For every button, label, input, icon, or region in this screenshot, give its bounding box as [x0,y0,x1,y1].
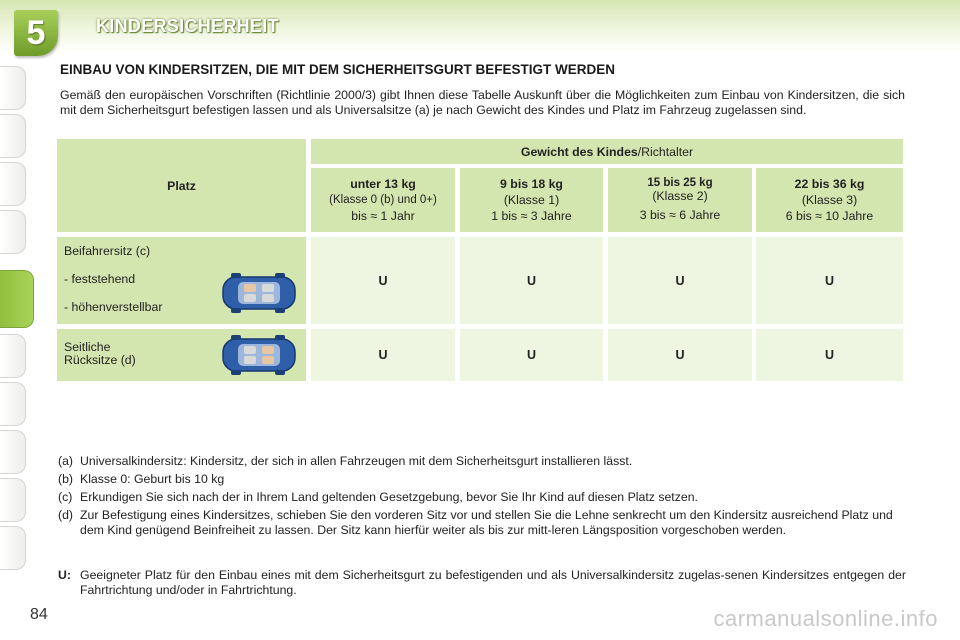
side-tab-10[interactable] [0,526,26,570]
seat-line: - feststehend [64,272,136,286]
side-tab-9[interactable] [0,478,26,522]
column-age: bis ≈ 1 Jahr [351,209,415,223]
footnote-key: (a) [58,454,74,468]
suitability-value: U [378,348,388,362]
weight-header-rest: /Richtalter [637,144,694,159]
side-tab-6[interactable] [0,334,26,378]
footnote-a [58,454,908,469]
car-rear-seat-icon [220,333,298,377]
intro-paragraph: Gemäß den europäischen Vorschriften (Richtlinie 2000/3) gibt Ihnen diese Tabelle Auskunft über die Möglichkeiten zum Einbau von Kindersitzen, die sich mit dem Sicherheitsgurt befestigen lassen und als Universalsitze (a) je nach Gewicht des Kindes und Platz im Fahrzeug zugelassen sind. [60,88,905,117]
suitability-value: U [378,273,388,288]
suitability-cell [608,329,752,381]
suitability-cell [460,237,603,324]
weight-header [521,145,693,159]
seat-description [64,341,136,367]
weight-column-header [311,168,455,232]
suitability-value: U [526,348,537,362]
legend-u [58,568,906,597]
car-front-seat-icon [220,271,298,315]
suitability-value: U [675,348,685,362]
column-class: (Klasse 0 (b) und 0+) [329,194,437,206]
column-age: 6 bis ≈ 10 Jahre [785,209,874,223]
side-tab-2[interactable] [0,114,26,158]
side-tab-5-active[interactable] [0,270,34,328]
seat-line: Beifahrersitz (c) [64,244,151,258]
side-tab-1[interactable] [0,66,26,110]
seat-line: - höhenverstellbar [64,300,163,314]
weight-column-header [756,168,903,232]
weight-header-bold: Gewicht des Kindes [520,144,638,159]
footnote-b [58,472,908,487]
column-class: (Klasse 1) [503,193,560,207]
column-weight: 15 bis 25 kg [647,177,713,189]
chapter-badge [14,10,58,56]
weight-header-cell [311,139,903,164]
side-tab-4[interactable] [0,210,26,254]
footnote-d [58,508,908,538]
column-age: 3 bis ≈ 6 Jahre [639,208,721,222]
legend-key: U: [58,568,71,582]
place-header-cell [57,139,306,232]
seat-row-rear-side [57,329,306,381]
footnote-c [58,490,908,505]
footnote-text: Zur Befestigung eines Kindersitzes, schieben Sie den vorderen Sitz vor und stellen Sie die Lehne senkrecht um den Kindersitz ausreichend Platz und dem Kind genügend Beinfreiheit zu lassen. Der Sitz kann hierfür weiter als bis zur mitt-leren Längsposition vorgeschoben werden. [80,508,893,537]
column-weight: 22 bis 36 kg [794,177,865,191]
chapter-side-tabs [0,56,40,576]
suitability-cell [460,329,603,381]
side-tab-7[interactable] [0,382,26,426]
footnotes [58,454,908,541]
column-class: (Klasse 3) [801,193,858,207]
footnote-key: (c) [58,490,73,504]
footnote-text: Universalkindersitz: Kindersitz, der sich in allen Fahrzeugen mit dem Sicherheitsgurt installieren lässt. [80,454,633,468]
place-header: Platz [167,178,196,193]
section-heading: EINBAU VON KINDERSITZEN, DIE MIT DEM SICHERHEITSGURT BEFESTIGT WERDEN [60,62,616,77]
suitability-cell [608,237,752,324]
suitability-value: U [824,273,835,288]
suitability-value: U [824,348,835,362]
legend-text: Geeigneter Platz für den Einbau eines mit dem Sicherheitsgurt zu befestigenden und als Universalkindersitz zugelas-senen Kindersitzes entgegen der Fahrtrichtung und/oder in Fahrtrichtung. [80,568,906,597]
seat-row-front-passenger [57,237,306,324]
page-number: 84 [30,606,48,623]
chapter-title: KINDERSICHERHEIT [96,16,279,36]
column-weight: unter 13 kg [350,177,416,191]
chapter-number: 5 [26,13,46,52]
footnote-text: Klasse 0: Geburt bis 10 kg [80,472,225,486]
seat-description [64,243,162,327]
column-class: (Klasse 2) [652,189,708,203]
column-weight: 9 bis 18 kg [500,177,563,191]
watermark: carmanualsonline.info [713,606,938,631]
suitability-value: U [675,273,685,288]
suitability-cell [311,237,455,324]
seat-line: Seitliche [64,340,111,354]
suitability-value: U [526,273,537,288]
side-tab-3[interactable] [0,162,26,206]
side-tab-8[interactable] [0,430,26,474]
footnote-key: (d) [58,508,74,522]
footnote-key: (b) [58,472,74,486]
column-age: 1 bis ≈ 3 Jahre [491,209,572,223]
footnote-text: Erkundigen Sie sich nach der in Ihrem Land geltenden Gesetzgebung, bevor Sie Ihr Kind auf diesen Platz setzen. [80,490,698,504]
weight-column-header [460,168,603,232]
suitability-cell [756,329,903,381]
seat-line: Rücksitze (d) [64,353,136,367]
weight-column-header [608,168,752,232]
suitability-cell [311,329,455,381]
suitability-cell [756,237,903,324]
